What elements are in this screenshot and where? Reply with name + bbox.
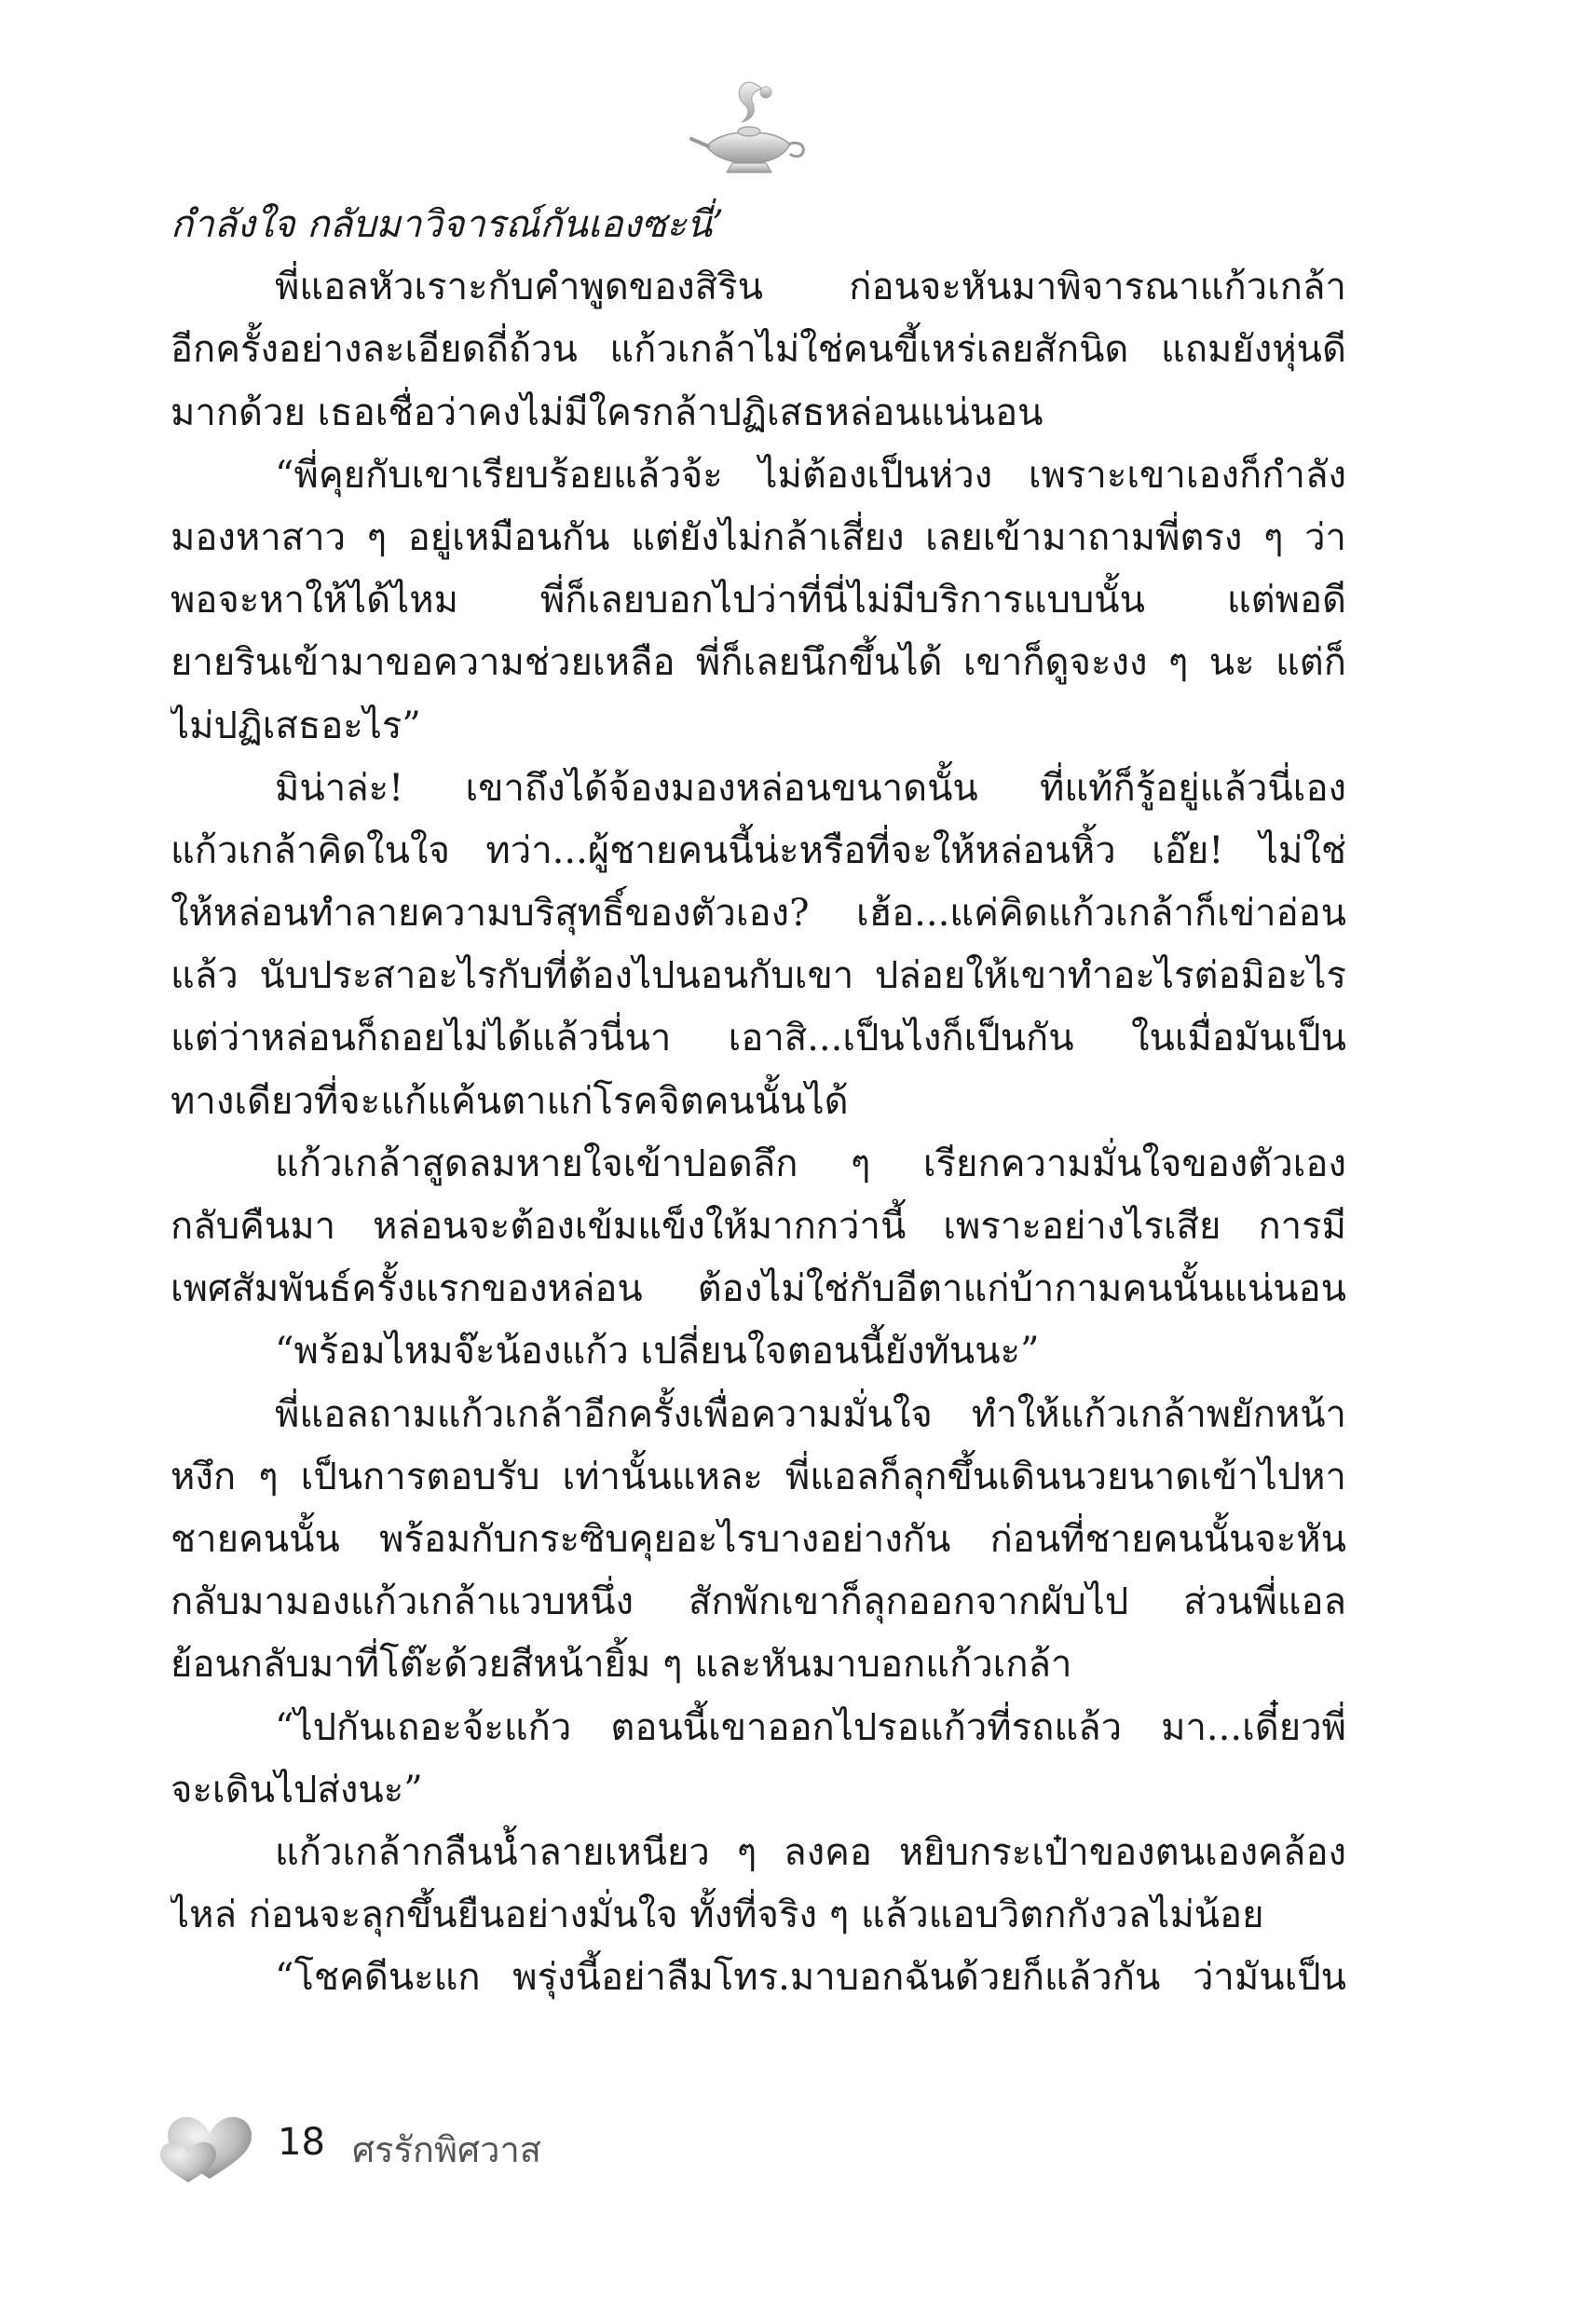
- text-line: กลับคืนมา หล่อนจะต้องเข้มแข็งให้มากกว่านี้ เพราะอย่างไรเสีย การมี: [171, 1205, 1346, 1248]
- text-line: แก้วเกล้าคิดในใจ ทว่า...ผู้ชายคนนี้น่ะหรือที่จะให้หล่อนหิ้ว เอ๊ย! ไม่ใช่: [171, 828, 1346, 872]
- text-line: “โชคดีนะแก พรุ่งนี้อย่าลืมโทร.มาบอกฉันด้วยก็แล้วกัน ว่ามันเป็น: [275, 1956, 1346, 2000]
- text-line: มองหาสาว ๆ อยู่เหมือนกัน แต่ยังไม่กล้าเสี่ยง เลยเข้ามาถามพี่ตรง ๆ ว่า: [171, 515, 1346, 559]
- page-number: 18: [278, 2121, 325, 2164]
- text-line: อีกครั้งอย่างละเอียดถี่ถ้วน แก้วเกล้าไม่ใช่คนขี้เหร่เลยสักนิด แถมยังหุ่นดี: [171, 328, 1346, 372]
- text-line: ไหล่ ก่อนจะลุกขึ้นยืนอย่างมั่นใจ ทั้งที่จริง ๆ แล้วแอบวิตกกังวลไม่น้อย: [171, 1894, 1264, 1937]
- text-line: “พี่คุยกับเขาเรียบร้อยแล้วจ้ะ ไม่ต้องเป็นห่วง เพราะเขาเองก็กำลัง: [275, 453, 1346, 497]
- text-line: ย้อนกลับมาที่โต๊ะด้วยสีหน้ายิ้ม ๆ และหันมาบอกแก้วเกล้า: [171, 1643, 1072, 1687]
- text-line: พี่แอลถามแก้วเกล้าอีกครั้งเพื่อความมั่นใจ ทำให้แก้วเกล้าพยักหน้า: [275, 1392, 1346, 1436]
- text-line: ยายรินเข้ามาขอความช่วยเหลือ พี่ก็เลยนึกขึ้นได้ เขาก็ดูจะงง ๆ นะ แต่ก็: [171, 641, 1346, 685]
- book-title: ศรรักพิศวาส: [352, 2129, 541, 2170]
- text-line: มากด้วย เธอเชื่อว่าคงไม่มีใครกล้าปฏิเสธหล่อนแน่นอน: [171, 390, 1044, 434]
- genie-lamp-icon: [689, 70, 811, 191]
- hearts-icon: [140, 2097, 280, 2190]
- text-line: ชายคนนั้น พร้อมกับกระซิบคุยอะไรบางอย่างกัน ก่อนที่ชายคนนั้นจะหัน: [171, 1517, 1346, 1561]
- text-line: แล้ว นับประสาอะไรกับที่ต้องไปนอนกับเขา ปล่อยให้เขาทำอะไรต่อมิอะไร: [171, 954, 1346, 998]
- text-line: แก้วเกล้าสูดลมหายใจเข้าปอดลึก ๆ เรียกความมั่นใจของตัวเอง: [275, 1142, 1346, 1185]
- text-line: กำลังใจ กลับมาวิจารณ์กันเองซะนี่’: [171, 203, 724, 246]
- text-line: ให้หล่อนทำลายความบริสุทธิ์ของตัวเอง? เฮ้อ...แค่คิดแก้วเกล้าก็เข่าอ่อน: [171, 892, 1346, 936]
- body-text: [171, 194, 1346, 2009]
- text-line: “ไปกันเถอะจ้ะแก้ว ตอนนี้เขาออกไปรอแก้วที่รถแล้ว มา...เดี๋ยวพี่: [275, 1705, 1346, 1749]
- text-line: แก้วเกล้ากลืนน้ำลายเหนียว ๆ ลงคอ หยิบกระเป๋าของตนเองคล้อง: [275, 1830, 1346, 1874]
- text-line: พอจะหาให้ได้ไหม พี่ก็เลยบอกไปว่าที่นี่ไม่มีบริการแบบนั้น แต่พอดี: [171, 579, 1346, 622]
- text-line: “พร้อมไหมจ๊ะน้องแก้ว เปลี่ยนใจตอนนี้ยังทันนะ”: [275, 1330, 1040, 1374]
- text-line: ไม่ปฏิเสธอะไร”: [171, 704, 421, 747]
- text-line: มิน่าล่ะ! เขาถึงได้จ้องมองหล่อนขนาดนั้น ที่แท้ก็รู้อยู่แล้วนี่เอง: [275, 766, 1346, 810]
- text-line: เพศสัมพันธ์ครั้งแรกของหล่อน ต้องไม่ใช่กับอีตาแก่บ้ากามคนนั้นแน่นอน: [171, 1267, 1346, 1311]
- text-line: แต่ว่าหล่อนก็ถอยไม่ได้แล้วนี่นา เอาสิ...เป็นไงก็เป็นกัน ในเมื่อมันเป็น: [171, 1017, 1346, 1060]
- page-footer: [140, 2097, 699, 2190]
- text-line: กลับมามองแก้วเกล้าแวบหนึ่ง สักพักเขาก็ลุกออกจากผับไป ส่วนพี่แอล: [171, 1580, 1346, 1624]
- text-line: หงึก ๆ เป็นการตอบรับ เท่านั้นแหละ พี่แอลก็ลุกขึ้นเดินนวยนาดเข้าไปหา: [171, 1455, 1346, 1498]
- text-line: พี่แอลหัวเราะกับคำพูดของสิริน ก่อนจะหันมาพิจารณาแก้วเกล้า: [275, 266, 1346, 309]
- text-line: ทางเดียวที่จะแก้แค้นตาแก่โรคจิตคนนั้นได้: [171, 1079, 849, 1123]
- text-line: จะเดินไปส่งนะ”: [171, 1768, 423, 1812]
